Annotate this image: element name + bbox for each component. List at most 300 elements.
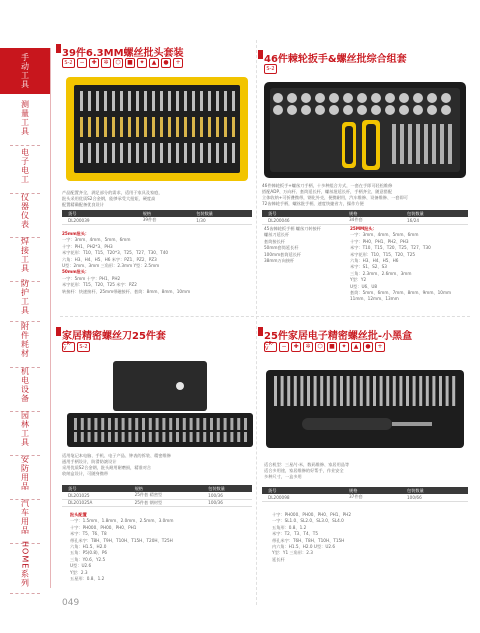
tool-shape — [81, 432, 84, 442]
tool-shape — [439, 376, 442, 406]
sidebar-category-6[interactable] — [0, 318, 50, 362]
detail-heading: 25MM批头： — [350, 226, 377, 231]
tool-shape — [112, 91, 115, 111]
cell: DL200098 — [262, 494, 343, 501]
desc-line: 通用手柄设计，防滑防滚设计 — [62, 459, 117, 464]
tool-shape — [152, 91, 155, 111]
star-icon: ✦ — [339, 342, 349, 352]
feature-icons-row — [62, 58, 183, 68]
tool-shape — [149, 432, 152, 442]
tool-shape — [176, 117, 179, 137]
tool-shape — [406, 376, 409, 406]
tool-shape — [88, 432, 91, 442]
detail-heading: 25mm批头： — [62, 231, 90, 236]
socket-shape — [357, 93, 367, 103]
title-marker — [258, 50, 263, 59]
detail-line: 45齿棘轮扳手柄 螺丝刀转接杆 — [264, 226, 321, 231]
tool-shape — [104, 91, 107, 111]
tool-shape — [237, 418, 240, 430]
s2-tag-icon: S-2 — [62, 58, 75, 68]
tool-shape — [393, 376, 396, 406]
tool-shape — [424, 124, 428, 164]
detail-line: 十字：PH000、PH00、PH0、PH1、PH2 — [272, 512, 351, 517]
tool-shape — [196, 418, 199, 430]
detail-black-box — [272, 512, 351, 563]
detail-46pc-left — [264, 226, 321, 264]
col-header: 规格 — [343, 210, 401, 217]
cell: 25件套 精密型 — [129, 492, 203, 499]
socket-shape — [371, 105, 381, 115]
phillips-icon: ✚ — [291, 342, 301, 352]
desc-line: 收纳盒设计，可随身携带 — [62, 471, 109, 476]
circle-icon: ● — [363, 342, 373, 352]
product-desc-46pc — [262, 183, 408, 207]
tool-shape — [366, 376, 369, 406]
cell: DL200046 — [262, 217, 343, 224]
tool-shape — [136, 143, 139, 163]
detail-line: 套筒接长杆 — [264, 238, 285, 244]
detail-line: 十字：PH1、PH2*3、PH3 — [62, 243, 113, 249]
desc-line: 配置精确配备优良设计 — [62, 202, 104, 207]
socket-shape — [357, 105, 367, 115]
feature-icons-row — [264, 342, 385, 352]
tool-shape — [208, 91, 211, 111]
sidebar-divider-line — [50, 48, 51, 588]
tool-shape — [169, 432, 172, 442]
tool-shape — [440, 124, 444, 164]
col-header: 货号 — [62, 210, 137, 217]
tool-shape — [216, 117, 219, 137]
tool-shape — [168, 117, 171, 137]
detail-line: 一字：SL1.0、SL2.0、SL3.0、SL4.0 — [272, 518, 344, 524]
tool-shape — [88, 418, 91, 430]
tool-shape — [244, 418, 247, 430]
sidebar-category-label: 测量工具 — [20, 100, 30, 136]
socket-shape — [315, 105, 325, 115]
col-header: 包装数量 — [401, 210, 468, 217]
cell: 37件套 — [343, 494, 401, 501]
detail-25pc — [70, 512, 173, 582]
detail-line: 六角：H3、H4、H5、H6 — [350, 258, 399, 264]
detail-line: U型：2mm、3mm 三角形：2.3mm Y型：2.5mm — [62, 263, 160, 269]
detail-line: 六角：H3、H4、H5、H6 米字：PZ1、PZ2、PZ3 — [62, 256, 157, 262]
tool-shape — [224, 432, 227, 442]
s2-tag-icon: S-2 — [264, 64, 277, 74]
tool-shape — [96, 117, 99, 137]
tool-shape — [115, 432, 118, 442]
sidebar-category-11[interactable] — [0, 540, 50, 588]
tool-shape — [400, 124, 404, 164]
tool-shape — [81, 418, 84, 430]
tool-shape — [224, 91, 227, 111]
tool-shape — [74, 432, 77, 442]
tool-shape — [136, 91, 139, 111]
detail-line: 三角：2.3mm、2.6mm、3mm — [350, 270, 412, 276]
tool-shape — [184, 91, 187, 111]
socket-shape — [301, 93, 311, 103]
tool-shape — [112, 117, 115, 137]
tool-shape — [144, 117, 147, 137]
socket-shape — [301, 105, 311, 115]
sidebar-category-label: 附件耗材 — [20, 322, 30, 358]
page-number: 049 — [62, 598, 80, 608]
tool-shape — [94, 432, 97, 442]
tool-shape — [274, 376, 277, 406]
tool-shape — [294, 376, 297, 406]
detail-line: 100mm套筒延长杆 — [264, 251, 302, 257]
tool-shape — [88, 117, 91, 137]
col-header: 规格 — [137, 210, 190, 217]
col-header: 货号 — [262, 210, 343, 217]
detail-line: 螺丝刀延长杆 — [264, 232, 290, 238]
product-image-25pc-box-closed — [112, 360, 208, 412]
socket-shape — [427, 105, 437, 115]
sidebar-category-3[interactable] — [0, 190, 50, 232]
cell: 39件套 — [137, 217, 190, 224]
socket-shape — [399, 93, 409, 103]
sidebar-category-label: 手动工具 — [20, 53, 30, 89]
desc-line: 多种尺寸，一盒多用 — [264, 474, 302, 479]
tool-shape — [128, 91, 131, 111]
detail-line: U型：U2.6 — [70, 563, 92, 569]
product-title-46pc: 46件棘轮扳手&螺丝批综合组套 — [264, 54, 407, 65]
tool-shape — [101, 418, 104, 430]
feature-icons-row — [264, 64, 277, 74]
tool-shape — [192, 91, 195, 111]
detail-line: 六角：H1.5、H2.0 — [70, 544, 107, 550]
square-icon: ■ — [327, 342, 337, 352]
tool-shape — [128, 418, 131, 430]
tool-shape — [203, 418, 206, 430]
detail-line: 50mm套筒延长杆 — [264, 245, 299, 251]
product-title-25pc-black-box: 25件家居电子精密螺丝批-小黑盒 — [264, 331, 413, 342]
detail-line: Y型：Y2 — [350, 277, 367, 283]
tool-shape — [80, 143, 83, 163]
tool-shape — [200, 143, 203, 163]
col-header: 规格 — [129, 485, 203, 492]
tool-shape — [101, 432, 104, 442]
tool-shape — [320, 376, 323, 406]
detail-line: 内六角：H1.5、H2.0 U型：U2.6 — [272, 544, 336, 550]
cell: 100/66 — [401, 494, 468, 501]
sidebar-category-8[interactable] — [0, 408, 50, 450]
torx-icon: ✲ — [303, 342, 313, 352]
tool-shape — [168, 143, 171, 163]
tool-shape — [122, 432, 125, 442]
tool-shape — [392, 124, 396, 164]
triangle-icon: ▲ — [149, 58, 159, 68]
cell: 25件套 钢材型 — [129, 499, 203, 506]
sidebar-category-label: 防护工具 — [20, 279, 30, 315]
tool-shape — [183, 432, 186, 442]
tool-shape — [380, 376, 383, 406]
tool-shape — [224, 117, 227, 137]
tool-shape — [426, 376, 429, 406]
crv-tag-icon: CR-V — [62, 342, 75, 352]
detail-line: 十字：PH000、PH00、PH0、PH1 — [70, 524, 137, 530]
product-desc-39pc — [62, 190, 163, 208]
detail-line: Y型：Y1 三角形：2.3 — [272, 550, 313, 556]
spec-table-46pc — [262, 210, 468, 225]
product-image-39pc-case — [64, 75, 250, 183]
title-marker — [56, 44, 61, 53]
socket-shape — [329, 93, 339, 103]
detail-line: 11mm、12mm、13mm — [350, 296, 399, 302]
spec-table-25pc — [62, 485, 252, 507]
tool-shape — [120, 117, 123, 137]
minus-icon: − — [279, 342, 289, 352]
desc-line: 适合机型：三星/小米，数码维修、家居用品等 — [264, 462, 350, 467]
detail-line: 一字：3mm、4mm、5mm、6mm — [62, 237, 131, 243]
detail-line: 米字：T5、T6、T8 — [70, 531, 107, 537]
tool-shape — [162, 418, 165, 430]
triangle-icon: ▲ — [351, 342, 361, 352]
tool-shape — [168, 91, 171, 111]
tool-shape — [94, 418, 97, 430]
desc-line: 批头采用优质S2合金钢，能够承受大扭矩，硬度高 — [62, 196, 156, 201]
plus-icon: + — [173, 58, 183, 68]
cell: DL200039 — [62, 217, 137, 224]
tool-shape — [413, 376, 416, 406]
cell: DL201025A — [62, 499, 129, 506]
tool-shape — [135, 418, 138, 430]
tool-shape — [120, 143, 123, 163]
socket-shape — [399, 105, 409, 115]
tool-shape — [96, 91, 99, 111]
tool-shape — [232, 117, 235, 137]
tool-shape — [169, 418, 172, 430]
tool-shape — [307, 376, 310, 406]
tool-shape — [108, 432, 111, 442]
tool-shape — [216, 91, 219, 111]
desc-line: 采用优质S2合金钢，批头耐用耐磨损，精准对合 — [62, 465, 152, 470]
detail-line: Y型：2.3 — [70, 569, 88, 575]
tool-shape — [160, 143, 163, 163]
sidebar-category-1[interactable] — [0, 96, 50, 140]
tool-shape — [160, 91, 163, 111]
tool-shape — [74, 418, 77, 430]
detail-line: 米字花形：T15、T20、T25 米字：PZ2 — [62, 282, 137, 288]
tool-shape — [224, 418, 227, 430]
feature-icons-row — [62, 342, 90, 352]
torx-icon: ✲ — [101, 58, 111, 68]
tool-shape — [340, 376, 343, 406]
tool-shape — [144, 143, 147, 163]
tool-shape — [300, 376, 303, 406]
sidebar-category-9[interactable] — [0, 452, 50, 494]
spec-table-black-box — [262, 487, 468, 502]
crv-tag-icon: CR-V — [264, 342, 277, 352]
tool-shape — [190, 432, 193, 442]
plus-icon: + — [375, 342, 385, 352]
sidebar-category-10[interactable] — [0, 496, 50, 538]
tool-shape — [144, 91, 147, 111]
sidebar-category-7[interactable] — [0, 364, 50, 406]
detail-line: 带孔米字：T8H、T9H、T10H、T15H、T20H、T25H — [70, 537, 173, 543]
socket-shape — [273, 105, 283, 115]
detail-line: 延长杆 — [272, 556, 285, 562]
tool-shape — [176, 91, 179, 111]
tool-shape — [386, 376, 389, 406]
tool-shape — [196, 432, 199, 442]
detail-line: 一字：5mm 十字：PH1、PH2 — [62, 275, 121, 281]
socket-shape — [287, 105, 297, 115]
sidebar-category-label: 园林工具 — [20, 411, 30, 447]
detail-line: 转接杆：快速接杆、25mm带磁接杆、套筒：8mm、8mm、10mm — [62, 288, 191, 294]
sidebar-category-2[interactable] — [0, 144, 50, 188]
tool-shape — [96, 143, 99, 163]
tool-shape — [353, 376, 356, 406]
product-image-25pc-black-box — [262, 360, 468, 452]
tool-shape — [210, 432, 213, 442]
tool-shape — [408, 124, 412, 164]
tool-shape — [333, 376, 336, 406]
tool-shape — [122, 418, 125, 430]
desc-line: 产品配置齐全，满足部分的需求，适用于家具及家庭， — [62, 190, 163, 195]
tool-shape — [115, 418, 118, 430]
hex-icon: ⬡ — [315, 342, 325, 352]
sidebar-category-label: 焊接工具 — [20, 237, 30, 273]
detail-line: 十字：PH0、PH1、PH2、PH3 — [350, 238, 409, 244]
title-marker — [56, 327, 61, 336]
sidebar-category-4[interactable] — [0, 234, 50, 276]
tool-shape — [432, 376, 435, 406]
tool-shape — [360, 376, 363, 406]
tool-shape — [88, 91, 91, 111]
circle-icon: ● — [161, 58, 171, 68]
tool-shape — [104, 143, 107, 163]
sidebar-category-label: 电子电工 — [20, 148, 30, 184]
tool-shape — [432, 124, 436, 164]
detail-line: 五角：P5(0.8)、P6 — [70, 550, 108, 556]
tool-shape — [208, 143, 211, 163]
tool-shape — [200, 91, 203, 111]
desc-line: 搭配ADP、万向杆、套筒延长杆，螺丝批延长杆，手柄齐全，随意搭配 — [262, 189, 393, 194]
socket-shape — [385, 105, 395, 115]
detail-heading: 批头配置 — [70, 512, 87, 517]
detail-line: 米字：T10、T15、T20、T25、T27、T30 — [350, 245, 431, 251]
socket-shape — [315, 93, 325, 103]
tool-shape — [128, 143, 131, 163]
tool-shape — [232, 91, 235, 111]
section-divider — [60, 316, 470, 317]
tool-shape — [176, 432, 179, 442]
tool-shape — [399, 376, 402, 406]
detail-line: 套筒：5mm、6mm、7mm、8mm、9mm、10mm — [350, 290, 452, 296]
tool-shape — [184, 143, 187, 163]
socket-shape — [441, 93, 451, 103]
tool-shape — [314, 376, 317, 406]
socket-shape — [343, 93, 353, 103]
cell: 34件套 — [343, 217, 401, 224]
tool-shape — [162, 432, 165, 442]
tool-shape — [244, 432, 247, 442]
socket-shape — [441, 105, 451, 115]
tool-shape — [108, 418, 111, 430]
product-image-46pc-case — [262, 80, 468, 180]
tool-shape — [80, 91, 83, 111]
product-desc-black-box — [264, 462, 349, 480]
title-marker — [258, 327, 263, 336]
tool-shape — [203, 432, 206, 442]
sidebar-category-label: HOME系列 — [20, 540, 30, 588]
tool-shape — [156, 432, 159, 442]
col-header: 规格 — [343, 487, 401, 494]
tool-shape — [230, 432, 233, 442]
cell: 1/30 — [190, 217, 252, 224]
tool-shape — [416, 124, 420, 164]
tool-shape — [200, 117, 203, 137]
sidebar-category-5[interactable] — [0, 278, 50, 316]
desc-line: 适合多用途，家居维修的好帮手，作业安全 — [264, 468, 344, 473]
tool-shape — [327, 376, 330, 406]
sidebar-separator — [10, 593, 40, 594]
tool-shape — [142, 432, 145, 442]
col-header: 货号 — [262, 487, 343, 494]
product-title-25pc-precision: 家居精密螺丝刀25件套 — [62, 331, 166, 342]
tool-shape — [176, 418, 179, 430]
socket-shape — [273, 93, 283, 103]
socket-shape — [329, 105, 339, 115]
col-header: 包装数量 — [401, 487, 468, 494]
product-desc-25pc — [62, 453, 171, 477]
desc-line: 72齿棘轮手柄，螺丝批手柄，速度快捷省力，操作方便 — [262, 201, 364, 206]
socket-shape — [385, 93, 395, 103]
tool-shape — [112, 143, 115, 163]
tool-shape — [184, 117, 187, 137]
tool-shape — [152, 117, 155, 137]
col-header: 货号 — [62, 485, 129, 492]
socket-shape — [343, 105, 353, 115]
tool-shape — [452, 376, 455, 406]
detail-line: 三角：Y0.6、Y2.5 — [70, 556, 106, 562]
square-icon: ■ — [125, 58, 135, 68]
tool-shape — [120, 91, 123, 111]
tool-shape — [136, 117, 139, 137]
detail-line: 一字：1.5mm、1.8mm、2.0mm、2.5mm、3.0mm — [70, 518, 174, 524]
detail-line: U型：U6、U8 — [350, 283, 378, 289]
star-icon: ✦ — [137, 58, 147, 68]
detail-line: 米字花形：T10、T15、T20*3、T25、T27、T30、T40 — [62, 250, 169, 256]
tool-shape — [88, 143, 91, 163]
tool-shape — [152, 143, 155, 163]
tool-shape — [373, 376, 376, 406]
desc-line: 适用笔记本电脑、手机、电子产品、钟表的拆装、精密维修 — [62, 453, 171, 458]
detail-line: 一字：3mm、4mm、5mm、6mm — [350, 232, 419, 238]
tool-shape — [149, 418, 152, 430]
detail-line: 38mm万向接杆 — [264, 258, 295, 264]
sidebar-category-0[interactable] — [0, 48, 50, 94]
detail-heading: 50mm批头： — [62, 269, 90, 275]
tool-shape — [128, 117, 131, 137]
tool-shape — [156, 418, 159, 430]
tool-shape — [216, 143, 219, 163]
sidebar-category-label: 机电设备 — [20, 367, 30, 403]
tool-shape — [192, 143, 195, 163]
tool-shape — [217, 432, 220, 442]
minus-icon: − — [77, 58, 87, 68]
tool-shape — [142, 418, 145, 430]
detail-line: 五角形：0.8、1.2 — [272, 524, 307, 530]
detail-line: 米字花形：T10、T15、T20、T25 — [350, 251, 416, 257]
product-title-39pc: 39件6.3MM螺丝批头套装 — [62, 48, 184, 59]
socket-shape — [371, 93, 381, 103]
socket-shape — [413, 105, 423, 115]
detail-line: 带孔米字：T6H、T8H、T10H、T15H — [272, 537, 345, 543]
detail-39pc — [62, 231, 190, 295]
tool-shape — [135, 432, 138, 442]
tool-shape — [347, 376, 350, 406]
